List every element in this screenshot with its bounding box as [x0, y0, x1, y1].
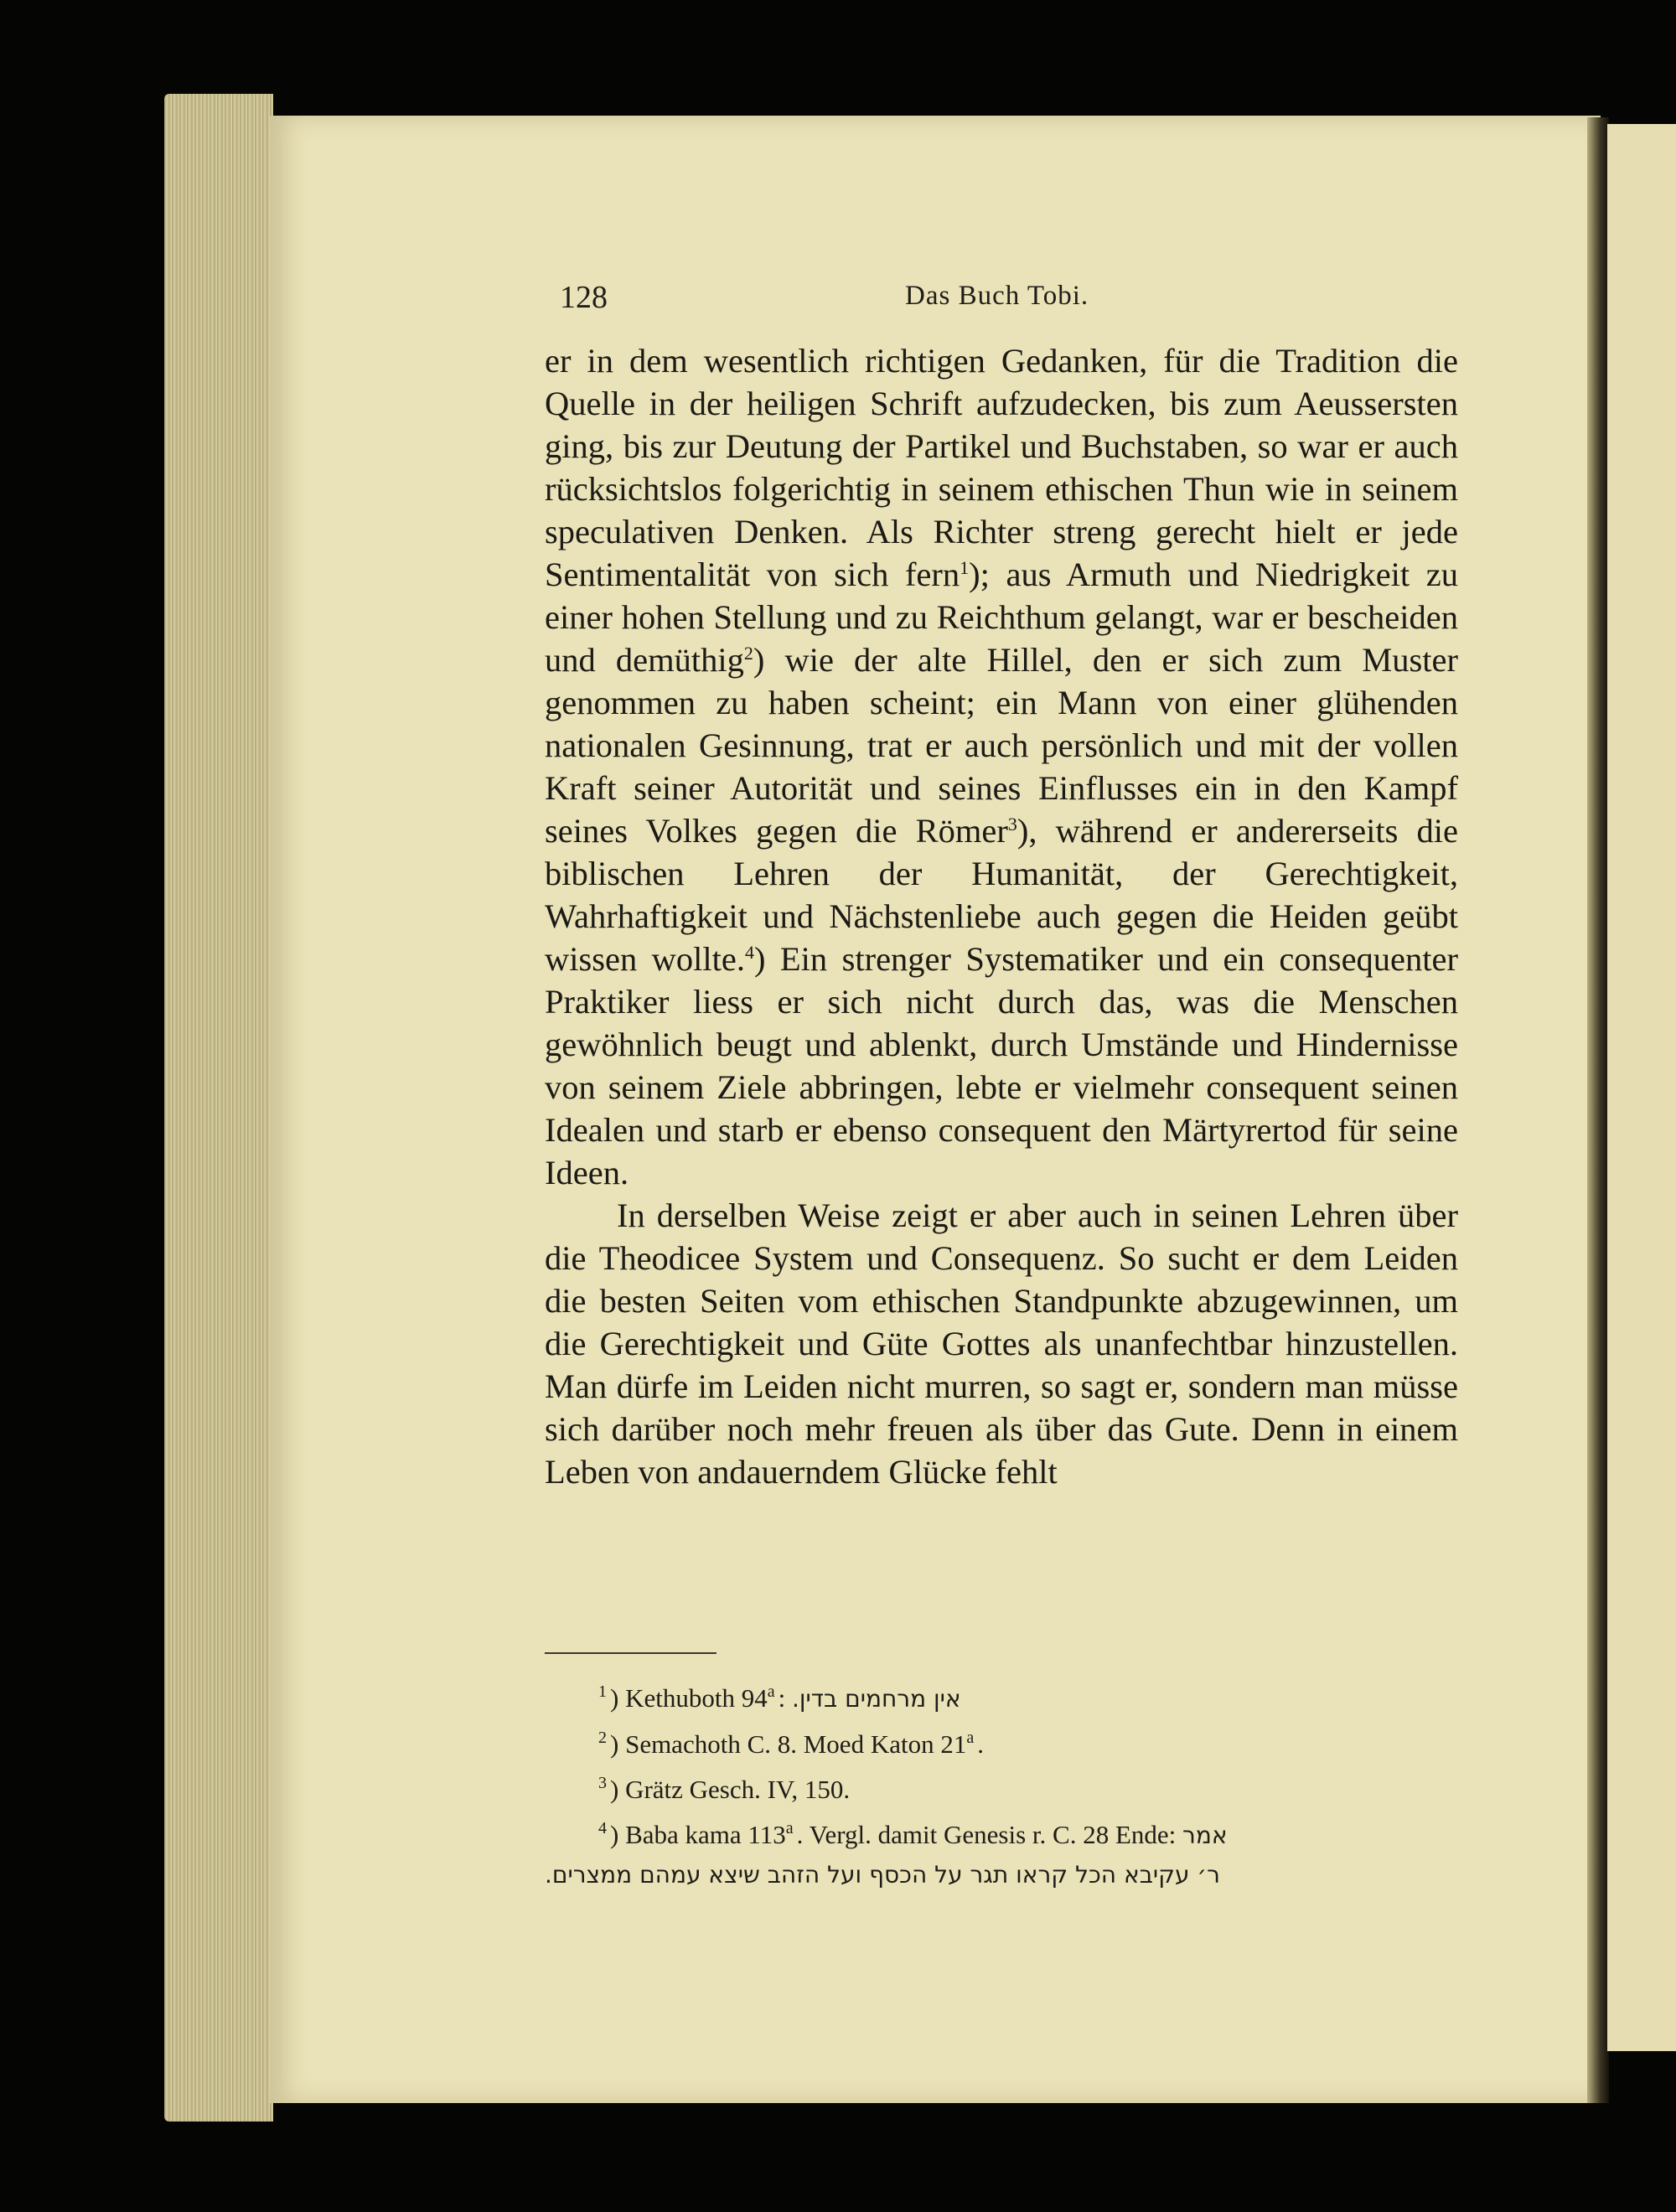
text-segment: er in dem wesentlich richtigen Gedanken, für die Tradition die Quelle in der heiligen Schrift aufzudecken, bis zum Aeussersten ging, bis zur Deutung der Partikel und Buchstaben, so war er auch rücksichtslos folgerichtig in seinem ethischen Thun wie in seinem speculativen Denken. Als Richter streng gerecht hielt er jede Sentimentalität von sich fern	[545, 342, 1458, 593]
facing-page-edge	[1607, 124, 1676, 2051]
footnote-ref-3: 3	[1007, 814, 1017, 835]
page-header	[560, 279, 1140, 316]
footnote-4-hebrew: ר׳ עקיבא הכל קראו תגר על הכסף ועל הזהב שיצא עמהם ממצרים.	[545, 1861, 1220, 1889]
footnote-4: $^4$ ) Baba kama 113$^a$ . Vergl. damit Genesis r. C. 28 Ende: אמר	[598, 1819, 1228, 1849]
book-gutter	[1587, 117, 1609, 2103]
page-edges	[164, 94, 273, 2122]
footnote-ref-2: 2	[743, 643, 753, 664]
text-segment: ) wie der alte Hillel, den er sich zum Muster genommen zu haben scheint; ein Mann von einer glühenden nationalen Gesinnung, trat er auch persönlich und mit der vollen Kraft seiner Autorität und seines Einflusses ein in den Kampf seines Volkes gegen die Römer	[545, 641, 1459, 850]
running-title: Das Buch Tobi.	[905, 281, 1089, 311]
paragraph	[545, 339, 1458, 1194]
text-segment: ); aus Armuth und Niedrigkeit zu einer hohen Stellung und zu Reichthum gelangt, war er bescheiden und demüthig	[545, 556, 1458, 679]
text-segment: ) Ein strenger Systematiker und ein consequenter Praktiker liess er sich nicht durch das, was die Menschen gewöhnlich beugt und ablenkt, durch Umstände und Hindernisse von seinem Ziele abbringen, lebte er vielmehr consequent seinen Idealen und starb er ebenso consequent den Märtyrertod für seine Ideen.	[545, 940, 1458, 1191]
paragraph: In derselben Weise zeigt er aber auch in seinen Lehren über die Theodicee System und Consequenz. So sucht er dem Leiden die besten Seiten vom ethischen Standpunkte abzugewinnen, um die Gerechtigkeit und Güte Gottes als unanfechtbar hinzustellen. Man dürfe im Leiden nicht murren, so sagt er, sondern man müsse sich darüber noch mehr freuen als über das Gute. Denn in einem Leben von andauerndem Glücke fehlt	[545, 1196, 1458, 1491]
footnote-divider	[545, 1652, 716, 1654]
body-text	[545, 339, 1458, 1493]
page-number: 128	[560, 280, 608, 315]
footnote-ref-1: 1	[960, 557, 970, 578]
footnote-2: $^2$ ) Semachoth C. 8. Moed Katon 21$^a$ .	[598, 1729, 984, 1759]
footnote-3: $^3$ ) Grätz Gesch. IV, 150.	[598, 1774, 851, 1804]
footnote-1: $^1$ ) Kethuboth 94$^a$ : אין מרחמים בדין.	[598, 1682, 961, 1713]
footnotes	[545, 1672, 1458, 1894]
footnote-ref-4: 4	[745, 942, 755, 963]
text-segment: ), während er andererseits die biblischen Lehren der Humanität, der Gerechtigkeit, Wahrhaftigkeit und Nächstenliebe auch gegen die Heiden geübt wissen wollte.	[545, 812, 1458, 978]
